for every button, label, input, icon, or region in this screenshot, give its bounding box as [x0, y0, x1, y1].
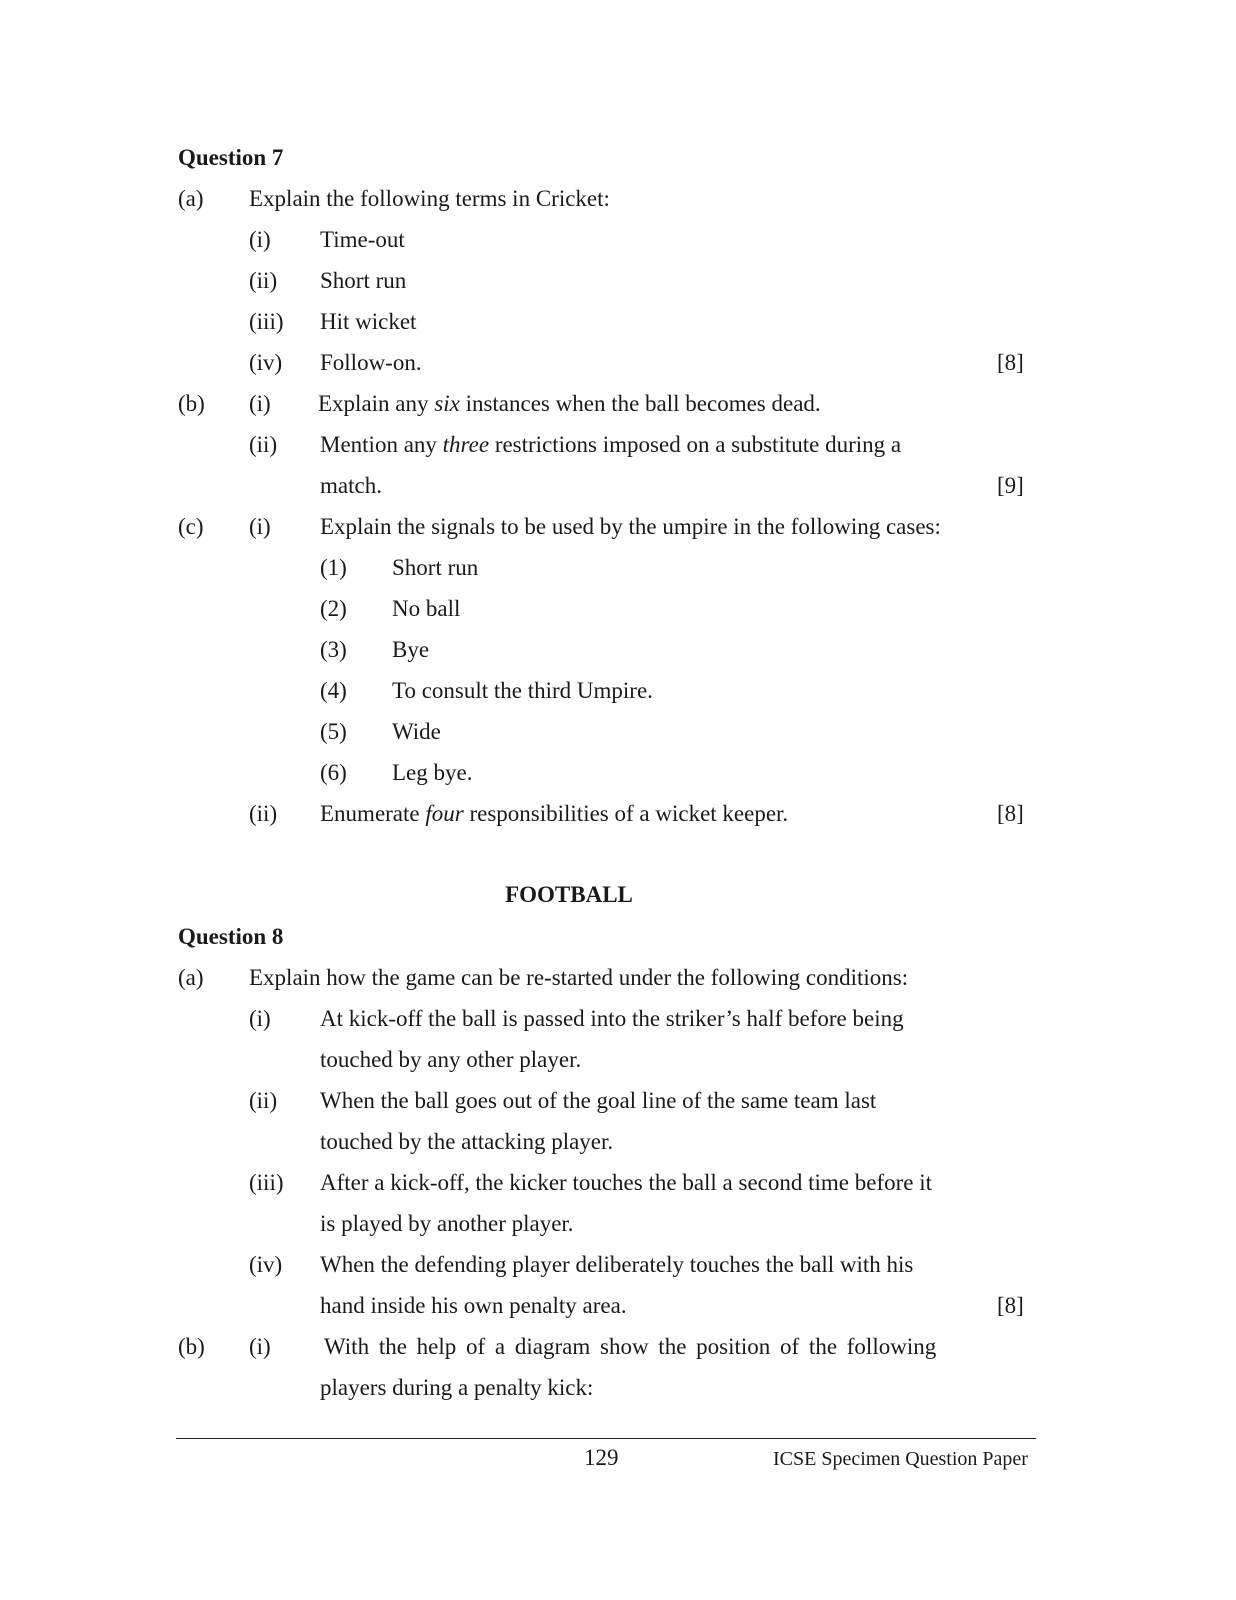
q8-b-i-num: (i): [249, 1334, 271, 1359]
question-8-heading: Question 8: [178, 924, 284, 949]
q7-b-ii-line2: match.: [320, 473, 382, 498]
q7-c-case-text: Wide: [392, 719, 441, 744]
q7-a-item-num: (iv): [249, 350, 283, 375]
q7-b-ii-post: restrictions imposed on a substitute during a: [489, 432, 902, 457]
q7-a-item-num: (ii): [249, 268, 278, 293]
section-title-football: FOOTBALL: [505, 882, 633, 907]
q7-b-i-text: [318, 392, 821, 415]
q7-b-i-num: (i): [249, 391, 271, 416]
q8-a-text: Explain how the game can be re-started under the following conditions:: [249, 965, 909, 990]
q7-c-case-text: Bye: [392, 637, 430, 662]
q8-a-item-num: (i): [249, 1006, 271, 1031]
q7-c-i-text: Explain the signals to be used by the umpire in the following cases:: [320, 514, 941, 539]
q8-a-item-line2: is played by another player.: [320, 1211, 574, 1236]
footer-paper-title: ICSE Specimen Question Paper: [773, 1448, 1028, 1470]
q7-c-ii-pre: Enumerate: [320, 801, 426, 826]
question-7-heading: Question 7: [178, 145, 284, 170]
q7-b-i-pre: Explain any: [318, 391, 435, 416]
q7-a-item-text: Short run: [320, 268, 407, 293]
q8-a-item-num: (iii): [249, 1170, 284, 1195]
q8-a-item-num: (iv): [249, 1252, 283, 1277]
q8-a-item-num: (ii): [249, 1088, 278, 1113]
q7-c-case-text: Short run: [392, 555, 479, 580]
q7-b-ii-num: (ii): [249, 432, 278, 457]
q7-a-marks: [8]: [997, 350, 1024, 375]
q7-c-case-num: (1): [320, 555, 347, 580]
q8-a-item-line2: touched by the attacking player.: [320, 1129, 614, 1154]
q8-a-item-line1: After a kick-off, the kicker touches the ball a second time before it: [320, 1170, 933, 1195]
q7-a-item-text: Hit wicket: [320, 309, 417, 334]
q7-c-case-num: (5): [320, 719, 347, 744]
q8-a-item-line2: hand inside his own penalty area.: [320, 1293, 627, 1318]
q8-a-item-line1: When the ball goes out of the goal line of the same team last: [320, 1088, 877, 1113]
q7-c-ii-text: [320, 802, 788, 825]
q8-b-label: (b): [178, 1334, 205, 1359]
q7-c-marks: [8]: [997, 801, 1024, 826]
q7-b-ii-emphasis: three: [442, 432, 490, 457]
q8-a-label: (a): [178, 965, 204, 990]
q7-a-text: Explain the following terms in Cricket:: [249, 186, 610, 211]
q8-b-i-line1: With the help of a diagram show the position of the following: [324, 1334, 937, 1359]
q7-b-ii-pre: Mention any: [320, 432, 443, 457]
q7-c-ii-post: responsibilities of a wicket keeper.: [463, 801, 789, 826]
page-number: 129: [584, 1445, 619, 1470]
q7-a-item-text: Follow-on.: [320, 350, 422, 375]
q7-c-case-text: No ball: [392, 596, 461, 621]
q7-b-i-emphasis: six: [434, 391, 460, 416]
q7-c-i-num: (i): [249, 514, 271, 539]
q7-c-ii-num: (ii): [249, 801, 278, 826]
q7-c-label: (c): [178, 514, 204, 539]
footer-rule: [176, 1438, 1036, 1439]
q7-b-ii-text: [320, 433, 901, 456]
q7-b-label: (b): [178, 391, 205, 416]
q7-c-case-num: (6): [320, 760, 347, 785]
q8-b-i-line2: players during a penalty kick:: [320, 1375, 594, 1400]
q7-c-case-num: (3): [320, 637, 347, 662]
q7-a-item-num: (i): [249, 227, 271, 252]
q8-a-item-line1: At kick-off the ball is passed into the striker’s half before being: [320, 1006, 904, 1031]
q7-c-case-text: Leg bye.: [392, 760, 473, 785]
q7-b-i-post: instances when the ball becomes dead.: [459, 391, 821, 416]
q7-c-case-text: To consult the third Umpire.: [392, 678, 653, 703]
q7-c-case-num: (2): [320, 596, 347, 621]
q7-c-case-num: (4): [320, 678, 347, 703]
q7-c-ii-emphasis: four: [425, 801, 464, 826]
q8-a-item-line1: When the defending player deliberately touches the ball with his: [320, 1252, 914, 1277]
q7-a-item-text: Time-out: [320, 227, 405, 252]
q7-b-marks: [9]: [997, 473, 1024, 498]
q7-a-label: (a): [178, 186, 204, 211]
q7-a-item-num: (iii): [249, 309, 284, 334]
q8-a-item-line2: touched by any other player.: [320, 1047, 582, 1072]
q8-a-marks: [8]: [997, 1293, 1024, 1318]
